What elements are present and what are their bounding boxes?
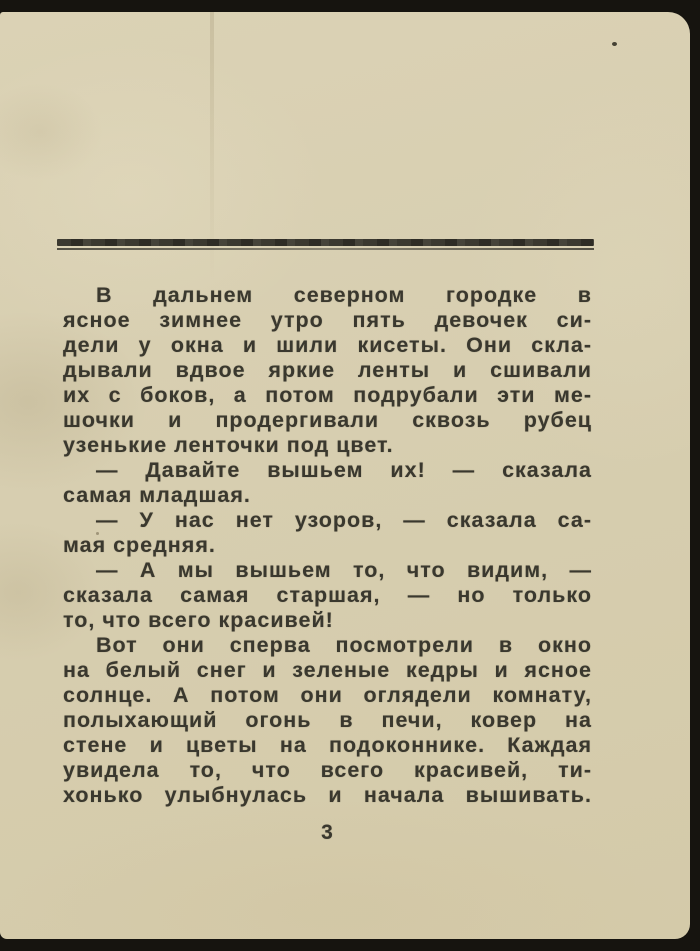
text-line: их с боков, а потом подрубали эти ме-: [63, 383, 592, 407]
text-line: полыхающий огонь в печи, ковер на: [63, 708, 592, 732]
text-line: мая средняя.: [63, 533, 216, 557]
text-line: то, что всего красивей!: [63, 608, 334, 632]
text-line: — У нас нет узоров, — сказала са-: [96, 508, 592, 532]
page-text: [63, 283, 592, 808]
text-line: сказала самая старшая, — но только: [63, 583, 592, 607]
text-line: стене и цветы на подоконнике. Каждая: [63, 733, 592, 757]
text-line: В дальнем северном городке в: [96, 283, 592, 307]
text-line: самая младшая.: [63, 483, 251, 507]
rule-underline: [57, 248, 594, 250]
page-number: 3: [321, 821, 334, 844]
section-divider-rule: [57, 239, 594, 250]
text-line: увидела то, что всего красивей, ти-: [63, 758, 592, 782]
text-line: узенькие ленточки под цвет.: [63, 433, 394, 457]
text-line: — А мы вышьем то, что видим, —: [96, 558, 592, 582]
text-line: дывали вдвое яркие ленты и сшивали: [63, 358, 592, 382]
text-line: хонько улыбнулась и начала вышивать.: [63, 783, 592, 807]
text-line: солнце. А потом они оглядели комнату,: [63, 683, 592, 707]
text-line: дели у окна и шили кисеты. Они скла-: [63, 333, 592, 357]
text-line: — Давайте вышьем их! — сказала: [96, 458, 592, 482]
text-line: Вот они сперва посмотрели в окно: [96, 633, 592, 657]
book-page: [0, 12, 690, 939]
rule-bar: [57, 239, 594, 246]
text-line: на белый снег и зеленые кедры и ясное: [63, 658, 592, 682]
text-line: ясное зимнее утро пять девочек си-: [63, 308, 592, 332]
paper-speck: [612, 42, 617, 46]
text-line: шочки и продергивали сквозь рубец: [63, 408, 592, 432]
